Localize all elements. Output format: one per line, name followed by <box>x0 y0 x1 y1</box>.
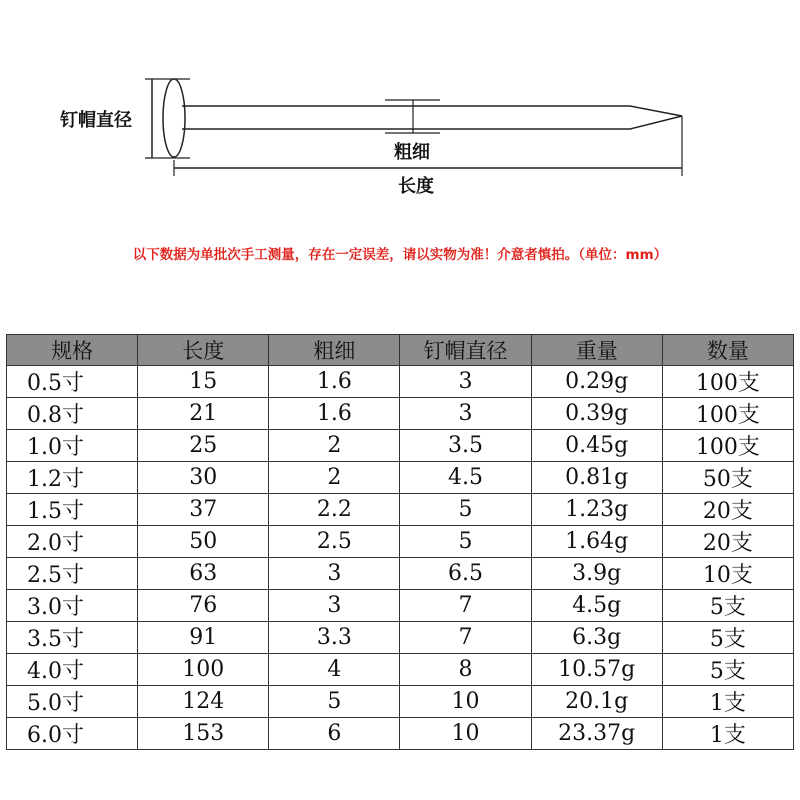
length-cell: 15 <box>138 366 269 398</box>
table-row <box>7 686 794 718</box>
header-thickness: 粗细 <box>269 335 400 366</box>
weight-cell: 0.81g <box>531 462 662 494</box>
weight-cell: 0.45g <box>531 430 662 462</box>
thickness-cell: 2 <box>269 430 400 462</box>
thickness-cell: 3 <box>269 590 400 622</box>
spec-cell: 3.5寸 <box>7 622 138 654</box>
spec-cell: 1.2寸 <box>7 462 138 494</box>
quantity-cell: 100支 <box>662 366 793 398</box>
head-diameter-cell: 8 <box>400 654 531 686</box>
length-label: 长度 <box>398 176 434 197</box>
length-cell: 153 <box>138 718 269 750</box>
weight-cell: 0.39g <box>531 398 662 430</box>
table-row <box>7 398 794 430</box>
length-cell: 63 <box>138 558 269 590</box>
head-diameter-cell: 4.5 <box>400 462 531 494</box>
quantity-cell: 20支 <box>662 494 793 526</box>
head-diameter-cell: 3 <box>400 398 531 430</box>
thickness-cell: 2 <box>269 462 400 494</box>
nail-diagram <box>0 0 800 220</box>
head-diameter-cell: 10 <box>400 718 531 750</box>
weight-cell: 0.29g <box>531 366 662 398</box>
weight-cell: 1.23g <box>531 494 662 526</box>
length-cell: 124 <box>138 686 269 718</box>
table-row <box>7 462 794 494</box>
spec-cell: 2.5寸 <box>7 558 138 590</box>
quantity-cell: 1支 <box>662 686 793 718</box>
thickness-label: 粗细 <box>394 142 430 163</box>
table-row <box>7 718 794 750</box>
spec-cell: 1.0寸 <box>7 430 138 462</box>
thickness-cell: 2.2 <box>269 494 400 526</box>
table-row <box>7 558 794 590</box>
quantity-cell: 10支 <box>662 558 793 590</box>
spec-cell: 5.0寸 <box>7 686 138 718</box>
length-cell: 21 <box>138 398 269 430</box>
table-row <box>7 366 794 398</box>
thickness-cell: 3.3 <box>269 622 400 654</box>
quantity-cell: 50支 <box>662 462 793 494</box>
quantity-cell: 5支 <box>662 654 793 686</box>
table-row <box>7 526 794 558</box>
table-row <box>7 494 794 526</box>
length-cell: 91 <box>138 622 269 654</box>
weight-cell: 20.1g <box>531 686 662 718</box>
head-diameter-cell: 10 <box>400 686 531 718</box>
header-spec: 规格 <box>7 335 138 366</box>
length-cell: 25 <box>138 430 269 462</box>
thickness-cell: 1.6 <box>269 366 400 398</box>
length-cell: 30 <box>138 462 269 494</box>
spec-cell: 4.0寸 <box>7 654 138 686</box>
head-diameter-cell: 3.5 <box>400 430 531 462</box>
head-diameter-cell: 5 <box>400 494 531 526</box>
thickness-cell: 1.6 <box>269 398 400 430</box>
head-diameter-cell: 7 <box>400 590 531 622</box>
head-diameter-cell: 5 <box>400 526 531 558</box>
weight-cell: 23.37g <box>531 718 662 750</box>
quantity-cell: 1支 <box>662 718 793 750</box>
thickness-cell: 4 <box>269 654 400 686</box>
thickness-cell: 6 <box>269 718 400 750</box>
head-diameter-cell: 6.5 <box>400 558 531 590</box>
weight-cell: 10.57g <box>531 654 662 686</box>
header-head-diameter: 钉帽直径 <box>400 335 531 366</box>
quantity-cell: 5支 <box>662 622 793 654</box>
measurement-note: 以下数据为单批次手工测量，存在一定误差，请以实物为准！介意者慎拍。（单位：mm） <box>132 247 668 263</box>
thickness-cell: 5 <box>269 686 400 718</box>
weight-cell: 6.3g <box>531 622 662 654</box>
table-header-row <box>7 335 794 366</box>
spec-cell: 3.0寸 <box>7 590 138 622</box>
quantity-cell: 20支 <box>662 526 793 558</box>
head-diameter-label: 钉帽直径 <box>60 110 132 131</box>
spec-cell: 6.0寸 <box>7 718 138 750</box>
header-quantity: 数量 <box>662 335 793 366</box>
length-cell: 50 <box>138 526 269 558</box>
header-length: 长度 <box>138 335 269 366</box>
thickness-cell: 3 <box>269 558 400 590</box>
length-cell: 100 <box>138 654 269 686</box>
spec-table <box>6 334 794 750</box>
header-weight: 重量 <box>531 335 662 366</box>
head-diameter-cell: 7 <box>400 622 531 654</box>
quantity-cell: 5支 <box>662 590 793 622</box>
table-row <box>7 622 794 654</box>
table-row <box>7 590 794 622</box>
spec-cell: 2.0寸 <box>7 526 138 558</box>
spec-cell: 0.5寸 <box>7 366 138 398</box>
weight-cell: 4.5g <box>531 590 662 622</box>
quantity-cell: 100支 <box>662 430 793 462</box>
weight-cell: 3.9g <box>531 558 662 590</box>
spec-cell: 1.5寸 <box>7 494 138 526</box>
length-cell: 76 <box>138 590 269 622</box>
length-cell: 37 <box>138 494 269 526</box>
spec-cell: 0.8寸 <box>7 398 138 430</box>
head-diameter-cell: 3 <box>400 366 531 398</box>
table-row <box>7 430 794 462</box>
quantity-cell: 100支 <box>662 398 793 430</box>
weight-cell: 1.64g <box>531 526 662 558</box>
table-row <box>7 654 794 686</box>
thickness-cell: 2.5 <box>269 526 400 558</box>
